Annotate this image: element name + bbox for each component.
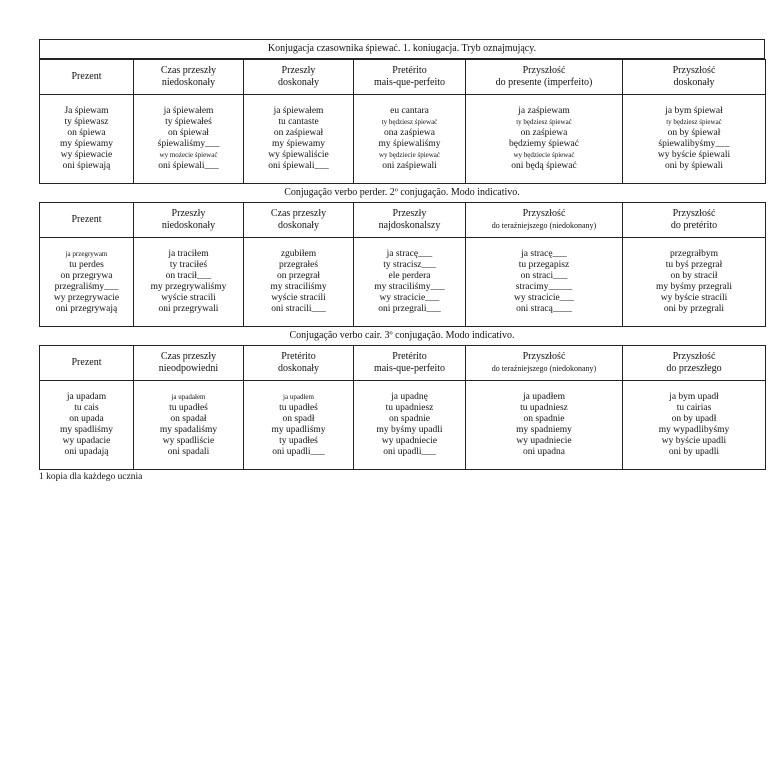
forms-cell — [466, 381, 623, 470]
verb-form: przegrałbym — [669, 249, 718, 259]
verb-form: wy śpiewaliście — [268, 150, 329, 160]
header-line: Przyszłość — [522, 65, 566, 76]
header-line: niedoskonały — [161, 77, 216, 88]
table-2-title: Conjugação verbo perder. 2º conjugação. Modo indicativo. — [284, 187, 520, 198]
header-line: Przeszły — [392, 208, 427, 219]
verb-form: my śpiewaliśmy — [378, 139, 441, 149]
header-line: Przyszłość — [522, 208, 566, 219]
header-line: Przeszły — [281, 65, 316, 76]
verb-form: ja upadłem — [283, 393, 314, 401]
header-line: do presente (imperfeito) — [495, 77, 593, 88]
verb-form: on spadł — [282, 414, 315, 424]
verb-form: ty będziesz śpiewać — [666, 118, 722, 126]
verb-form: wy śpiewacie — [60, 150, 113, 160]
verb-form: ja upadałem — [171, 393, 206, 401]
verb-form: tu upadniesz — [385, 403, 434, 413]
verb-form: my wypadlibyśmy — [658, 425, 730, 435]
verb-form: przegraliśmy___ — [54, 282, 119, 292]
verb-form: ona zaśpiewa — [384, 128, 435, 138]
verb-form: tu perdes — [69, 260, 104, 270]
verb-form: stracimy_____ — [515, 282, 573, 292]
header-line: doskonały — [277, 77, 320, 88]
forms-cell — [40, 381, 134, 470]
verb-form: ja traciłem — [168, 249, 209, 259]
verb-form: oni śpiewali___ — [268, 161, 329, 171]
verb-form: wy będziecie śpiewać — [378, 151, 441, 159]
verb-form: ty stracisz___ — [383, 260, 436, 270]
verb-form: ja stracę___ — [386, 249, 433, 259]
verb-form: wyście stracili — [271, 293, 326, 303]
verb-form: on przegrał — [277, 271, 320, 281]
header-line: nieodpowiedni — [158, 363, 219, 374]
header-line: najdoskonalszy — [378, 220, 441, 231]
verb-form: on spadnie — [523, 414, 565, 424]
verb-form: ty będziesz śpiewać — [516, 118, 572, 126]
header-line: doskonały — [277, 220, 320, 231]
verb-form: ja śpiewałem — [163, 106, 214, 116]
forms-cell — [134, 381, 244, 470]
verb-form: ja bym upadł — [669, 392, 719, 402]
verb-form: tu przegapisz — [518, 260, 570, 270]
header-line: doskonały — [673, 77, 715, 88]
verb-form: my upadliśmy — [271, 425, 326, 435]
verb-form: oni upadli___ — [383, 447, 436, 457]
table-1-title-box — [39, 39, 765, 59]
header-line: mais-que-perfeito — [373, 363, 446, 374]
verb-form: eu cantara — [390, 106, 429, 116]
verb-form: ty będziesz śpiewać — [381, 118, 438, 126]
verb-form: wy byście stracili — [660, 293, 728, 303]
forms-cell — [134, 238, 244, 327]
header-line: Przeszły — [171, 208, 206, 219]
verb-form: oni będą śpiewać — [511, 161, 577, 171]
verb-form: wy upadacie — [62, 436, 111, 446]
forms-cell — [354, 381, 466, 470]
header-cell — [134, 346, 244, 381]
header-line: Prezent — [71, 71, 102, 82]
conjugation-table-3 — [39, 345, 766, 470]
verb-form: ty śpiewasz — [64, 117, 109, 127]
verb-form: oni śpiewali___ — [158, 161, 219, 171]
forms-cell — [40, 238, 134, 327]
verb-form: oni stracili___ — [271, 304, 326, 314]
verb-form: my spadniemy — [516, 425, 572, 435]
verb-form: będziemy śpiewać — [509, 139, 579, 149]
verb-form: on straci___ — [520, 271, 568, 281]
header-line: Pretérito — [392, 65, 427, 76]
header-cell — [244, 60, 354, 95]
header-line: do przeszłego — [666, 363, 722, 374]
forms-cell — [40, 95, 134, 184]
header-line: niedoskonały — [161, 220, 216, 231]
forms-cell — [244, 95, 354, 184]
header-cell — [134, 203, 244, 238]
verb-form: ja przegrywam — [65, 250, 108, 258]
table-1-title: Konjugacja czasownika śpiewać. 1. koniugacja. Tryb oznajmujący. — [267, 43, 537, 54]
forms-cell — [354, 238, 466, 327]
table-3-title: Conjugação verbo cair. 3º conjugação. Modo indicativo. — [289, 330, 515, 341]
header-line: Pretérito — [392, 351, 427, 362]
header-cell — [134, 60, 244, 95]
header-cell — [623, 203, 766, 238]
forms-cell — [623, 381, 766, 470]
header-line: Czas przeszły — [270, 208, 327, 219]
header-line: Przyszłość — [522, 351, 566, 362]
verb-form: oni stracą____ — [516, 304, 572, 314]
header-cell — [40, 346, 134, 381]
verb-form: wy stracicie___ — [379, 293, 440, 303]
header-line: mais-que-perfeito — [373, 77, 446, 88]
verb-form: on upada — [69, 414, 104, 424]
verb-form: wy spadliście — [162, 436, 215, 446]
verb-form: on spadał — [170, 414, 207, 424]
header-cell — [354, 203, 466, 238]
verb-form: on śpiewa — [67, 128, 106, 138]
verb-form: śpiewalibyśmy___ — [658, 139, 730, 149]
verb-form: on śpiewał — [168, 128, 209, 138]
header-cell — [466, 60, 623, 95]
verb-form: wy upadniecie — [516, 436, 572, 446]
header-line: doskonały — [277, 363, 320, 374]
verb-form: tu upadłeś — [279, 403, 318, 413]
verb-form: tu upadniesz — [520, 403, 568, 413]
footnote: 1 kopia dla każdego ucznia — [39, 472, 143, 482]
verb-form: Ja śpiewam — [64, 106, 109, 116]
verb-form: wy byście upadli — [661, 436, 727, 446]
verb-form: my straciliśmy___ — [374, 282, 445, 292]
verb-form: ty traciłeś — [169, 260, 208, 270]
forms-cell — [466, 95, 623, 184]
verb-form: śpiewaliśmy___ — [157, 139, 220, 149]
header-line: Przyszłość — [672, 208, 716, 219]
header-cell — [40, 60, 134, 95]
header-line: Pretérito — [281, 351, 316, 362]
verb-form: oni przegrywali — [158, 304, 219, 314]
conjugation-table-2 — [39, 202, 766, 327]
header-line: Czas przeszły — [160, 351, 217, 362]
verb-form: on zaśpiewał — [273, 128, 324, 138]
verb-form: wy stracicie___ — [514, 293, 574, 303]
verb-form: wyście stracili — [161, 293, 216, 303]
header-cell — [623, 60, 766, 95]
verb-form: ja zaśpiewam — [518, 106, 570, 116]
verb-form: ele perdera — [388, 271, 431, 281]
verb-form: wy upadniecie — [381, 436, 438, 446]
verb-form: tu cais — [74, 403, 99, 413]
verb-form: oni upadają — [64, 447, 109, 457]
header-line: Prezent — [71, 357, 102, 368]
verb-form: on by stracił — [670, 271, 718, 281]
verb-form: my byśmy upadli — [376, 425, 443, 435]
verb-form: my śpiewamy — [59, 139, 114, 149]
verb-form: ja stracę___ — [521, 249, 567, 259]
verb-form: my byśmy przegrali — [656, 282, 732, 292]
header-cell — [466, 346, 623, 381]
verb-form: tu upadłeś — [169, 403, 208, 413]
verb-form: wy możecie śpiewać — [159, 151, 218, 159]
verb-form: tu byś przegrał — [665, 260, 723, 270]
header-line: do pretérito — [670, 220, 718, 231]
header-cell — [354, 60, 466, 95]
document — [39, 39, 765, 482]
verb-form: wy będziecie śpiewać — [513, 151, 575, 159]
verb-form: oni przegrali___ — [378, 304, 441, 314]
verb-form: oni przegrywają — [55, 304, 118, 314]
forms-cell — [134, 95, 244, 184]
verb-form: ty upadłeś — [279, 436, 318, 446]
verb-form: oni by śpiewali — [664, 161, 724, 171]
header-line: do teraźniejszego (niedokonany) — [491, 364, 597, 373]
verb-form: oni spadali — [167, 447, 210, 457]
verb-form: wy byście śpiewali — [657, 150, 731, 160]
header-line: Przyszłość — [672, 65, 716, 76]
verb-form: on przegrywa — [60, 271, 113, 281]
verb-form: my śpiewamy — [271, 139, 326, 149]
verb-form: on zaśpiewa — [520, 128, 568, 138]
header-cell — [466, 203, 623, 238]
forms-cell — [466, 238, 623, 327]
forms-cell — [623, 95, 766, 184]
header-cell — [40, 203, 134, 238]
verb-form: ja upadam — [66, 392, 107, 402]
verb-form: wy przegrywacie — [53, 293, 120, 303]
header-line: Czas przeszły — [160, 65, 217, 76]
forms-cell — [623, 238, 766, 327]
verb-form: my spadaliśmy — [159, 425, 218, 435]
verb-form: my straciliśmy — [270, 282, 327, 292]
verb-form: on by upadł — [671, 414, 717, 424]
verb-form: zgubiłem — [280, 249, 317, 259]
header-line: Prezent — [71, 214, 102, 225]
verb-form: on tracił___ — [165, 271, 212, 281]
header-line: Przyszłość — [672, 351, 716, 362]
verb-form: oni by przegrali — [663, 304, 725, 314]
verb-form: tu cantaste — [278, 117, 319, 127]
verb-form: tu cairias — [676, 403, 712, 413]
verb-form: on by śpiewał — [667, 128, 721, 138]
conjugation-table-1 — [39, 59, 766, 184]
verb-form: ja bym śpiewał — [665, 106, 723, 116]
header-cell — [354, 346, 466, 381]
header-cell — [623, 346, 766, 381]
verb-form: on spadnie — [389, 414, 430, 424]
verb-form: ty śpiewałeś — [165, 117, 212, 127]
verb-form: ja upadnę — [391, 392, 428, 402]
verb-form: oni zaśpiewali — [382, 161, 437, 171]
verb-form: ja upadłem — [523, 392, 565, 402]
header-cell — [244, 346, 354, 381]
forms-cell — [354, 95, 466, 184]
verb-form: ja śpiewałem — [273, 106, 324, 116]
header-line: do teraźniejszego (niedokonany) — [491, 221, 597, 230]
verb-form: oni upadli___ — [272, 447, 325, 457]
verb-form: oni by upadli — [668, 447, 720, 457]
forms-cell — [244, 238, 354, 327]
verb-form: my przegrywaliśmy — [150, 282, 227, 292]
forms-cell — [244, 381, 354, 470]
verb-form: oni upadna — [523, 447, 565, 457]
verb-form: przegrałeś — [278, 260, 319, 270]
verb-form: oni śpiewają — [62, 161, 111, 171]
verb-form: my spadliśmy — [59, 425, 114, 435]
header-cell — [244, 203, 354, 238]
